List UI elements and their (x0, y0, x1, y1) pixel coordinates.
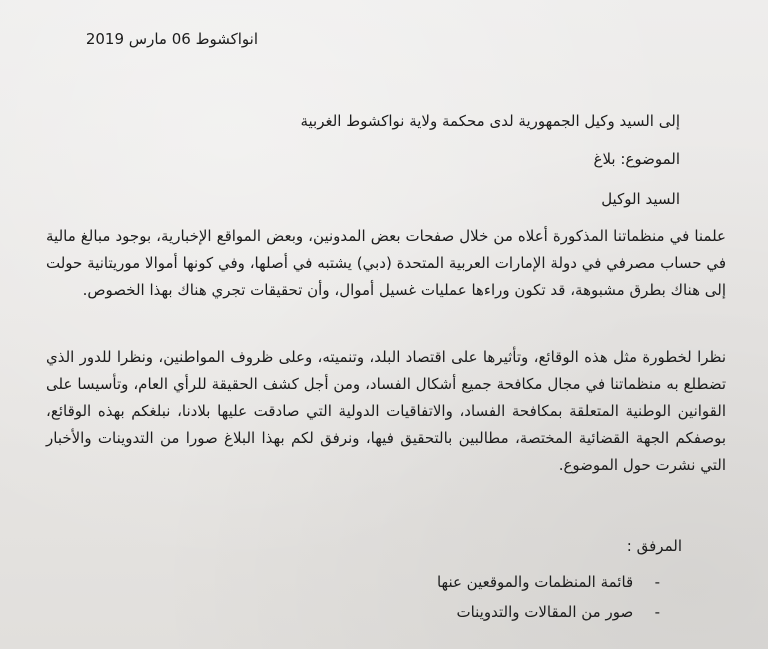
letter-paragraph-2: نظرا لخطورة مثل هذه الوقائع، وتأثيرها على اقتصاد البلد، وتنميته، وعلى ظروف المواطنين، ونظرا للدور الذي تضطلع به منظماتنا في مجال مكافحة جميع أشكال الفساد، ومن أجل كشف الحقيقة للرأي العام، وتأسيسا على القوانين الوطنية المتعلقة بمكافحة الفساد، والاتفاقيات الدولية التي صادقت عليها بلادنا، نبلغكم بهذه الوقائع، بوصفكم الجهة القضائية المختصة، مطالبين بالتحقيق فيها، ونرفق لكم بهذا البلاغ صورا من التدوينات والأخبار التي نشرت حول الموضوع. (46, 348, 726, 474)
letter-recipient: إلى السيد وكيل الجمهورية لدى محكمة ولاية نواكشوط الغربية (300, 112, 680, 130)
bullet-dash: - (654, 573, 660, 591)
letter-date: انواكشوط 06 مارس 2019 (85, 30, 258, 48)
attachments-list (360, 567, 660, 627)
letter-subject: الموضوع: بلاغ (593, 150, 680, 168)
bullet-dash: - (654, 603, 660, 621)
attachment-item (360, 567, 660, 597)
attachments-label: المرفق : (626, 537, 682, 555)
letter-paragraph-1: علمنا في منظماتنا المذكورة أعلاه من خلال صفحات بعض المدونين، وبعض المواقع الإخبارية، بوجود مبالغ مالية في حساب مصرفي في دولة الإمارات العربية المتحدة (دبي) يشتبه في أصلها، وفي كونها أموالا موريتانية حولت إلى هناك بطرق مشبوهة، قد تكون وراءها عمليات غسيل أموال، وأن تحقيقات تجري هناك بهذا الخصوص. (46, 227, 726, 299)
attachment-item (360, 597, 660, 627)
attachment-item-label: صور من المقالات والتدوينات (456, 603, 634, 621)
letter-salutation: السيد الوكيل (601, 190, 680, 208)
attachment-item-label: قائمة المنظمات والموقعين عنها (436, 573, 634, 591)
